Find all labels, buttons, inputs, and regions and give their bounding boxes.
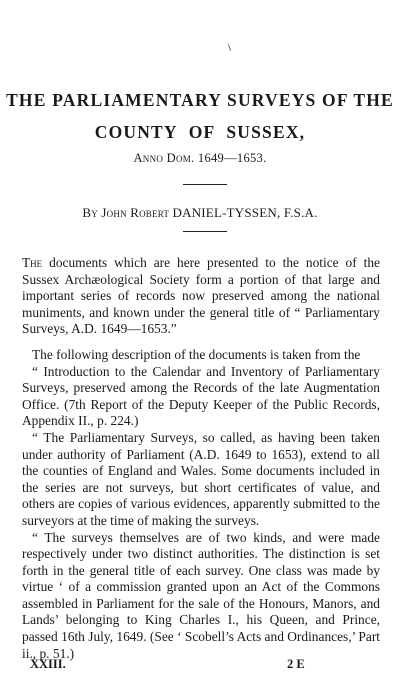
signature-mark: 2 E (287, 657, 305, 671)
paragraph-4: “ The Parliamentary Surveys, so called, as having been taken under authority of Parliament (A.D. 1649 to 1653), extend to all the counties of England and Wales. Some documents included in the series are not surveys, but short certificates of value, and others are copies of various evidences, apparently submitted to the surveyors at the time of making the surveys. (22, 429, 380, 528)
paragraph-2: The following description of the documents is taken from the (32, 346, 361, 362)
paragraph-1-lead: The (22, 255, 43, 270)
title-line-2: COUNTY OF SUSSEX, (94, 122, 306, 142)
body-text (22, 255, 380, 662)
paragraph-1-text: documents which are here presented to the notice of the Sussex Archæological Society form a portion of that large and important series of records now preserved among the national muniments, and known under the general title of “ Parliamentary Surveys, A.D. 1649—1653.” (22, 255, 380, 337)
divider-rule-bottom (183, 231, 227, 232)
stray-ink-mark (228, 44, 231, 51)
volume-number: XXIII. (30, 657, 66, 671)
date-range: Anno Dom. 1649—1653. (133, 151, 267, 165)
paragraph-3: “ Introduction to the Calendar and Inventory of Parliamentary Surveys, preserved among the Records of the late Augmentation Office. (7th Report of the Deputy Keeper of the Public Records, Appendix II., p. 224.) (22, 363, 380, 429)
author-name: DANIEL-TYSSEN, F.S.A. (172, 205, 318, 220)
author-line (0, 205, 400, 221)
title-line-1: THE PARLIAMENTARY SURVEYS OF THE (6, 90, 394, 110)
paragraph-5: “ The surveys themselves are of two kinds, and were made respectively under two distinct authorities. The distinction is set forth in the general title of each survey. One class was made by virtue ‘ of a commission granted upon an Act of the Commons assembled in Parliament for the sale of the Honours, Manors, and Lands’ belonging to King Charles I., his Queen, and Prince, passed 16th July, 1649. (See ‘ Scobell’s Acts and Ordinances,’ Part ii., p. 51.) (22, 529, 380, 661)
divider-rule-top (183, 184, 227, 185)
paragraph-1 (22, 255, 380, 338)
author-prefix: By John Robert (82, 205, 170, 220)
